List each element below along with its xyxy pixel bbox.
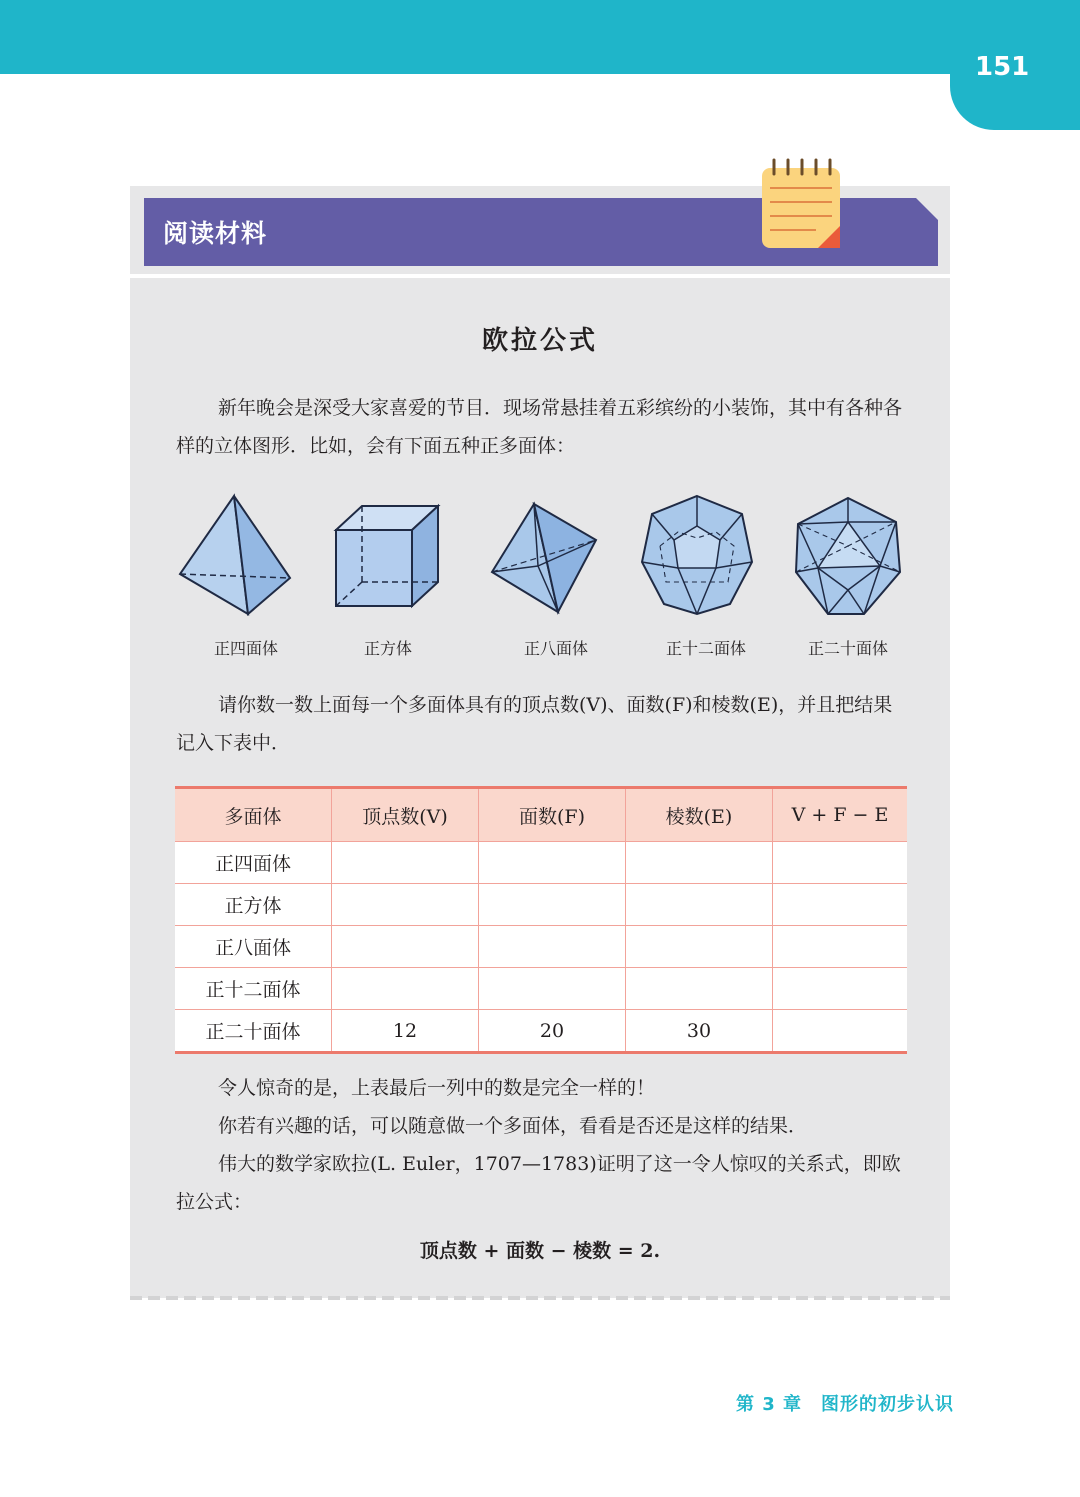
table-cell: 正十二面体 xyxy=(175,968,332,1010)
section-label: 阅读材料 xyxy=(163,219,268,248)
table-cell xyxy=(332,968,479,1010)
notepad-icon xyxy=(756,156,846,252)
tetrahedron-icon xyxy=(176,492,294,618)
experiment-paragraph: 你若有兴趣的话，可以随意做一个多面体，看看是否还是这样的结果． xyxy=(218,1115,808,1137)
table-cell xyxy=(773,884,908,926)
table-cell: 正二十面体 xyxy=(175,1010,332,1053)
euler-formula: 顶点数 + 面数 − 棱数 = 2. xyxy=(419,1240,661,1262)
shape-label: 正八面体 xyxy=(523,639,588,658)
shape-label: 正十二面体 xyxy=(665,639,746,658)
instruction-paragraph: 请你数一数上面每一个多面体具有的顶点数(V)、面数(F)和棱数(E)，并且把结果记入下表中． xyxy=(176,694,893,754)
page-title: 欧拉公式 xyxy=(481,326,598,356)
table-cell xyxy=(332,926,479,968)
table-row xyxy=(175,842,907,884)
table-cell xyxy=(479,842,626,884)
table-cell: 30 xyxy=(626,1010,773,1053)
table-row xyxy=(175,926,907,968)
table-cell xyxy=(479,884,626,926)
cube-icon xyxy=(332,502,442,610)
table-cell xyxy=(773,926,908,968)
table-cell xyxy=(626,926,773,968)
surprise-paragraph: 令人惊奇的是，上表最后一列中的数是完全一样的！ xyxy=(218,1077,656,1099)
table-cell xyxy=(773,968,908,1010)
table-cell: 正八面体 xyxy=(175,926,332,968)
chapter-footer: 第 3 章 图形的初步认识 xyxy=(735,1394,954,1415)
page-number: 151 xyxy=(975,52,1030,82)
table-row xyxy=(175,968,907,1010)
top-band xyxy=(0,0,1080,74)
table-row xyxy=(175,884,907,926)
panel-dashed-edge xyxy=(130,1294,950,1302)
polyhedra-table xyxy=(175,786,907,1054)
intro-paragraph: 新年晚会是深受大家喜爱的节目．现场常悬挂着五彩缤纷的小装饰，其中有各种各样的立体图形．比如，会有下面五种正多面体： xyxy=(176,397,903,457)
dodecahedron-icon xyxy=(638,492,756,618)
table-header-cell: 棱数(E) xyxy=(626,788,773,842)
euler-paragraph: 伟大的数学家欧拉(L. Euler，1707—1783)证明了这一令人惊叹的关系式，即欧拉公式： xyxy=(176,1153,901,1213)
table-header-row xyxy=(175,788,907,842)
table-row xyxy=(175,1010,907,1053)
table-cell xyxy=(626,842,773,884)
table-cell: 12 xyxy=(332,1010,479,1053)
shape-label: 正四面体 xyxy=(213,639,278,658)
octahedron-icon xyxy=(488,500,600,616)
shape-label: 正二十面体 xyxy=(807,639,888,658)
table-cell xyxy=(626,884,773,926)
table-header-cell: 顶点数(V) xyxy=(332,788,479,842)
icosahedron-icon xyxy=(792,494,904,618)
table-header-cell: 面数(F) xyxy=(479,788,626,842)
table-cell: 20 xyxy=(479,1010,626,1053)
table-cell xyxy=(479,968,626,1010)
panel-header-divider xyxy=(130,274,950,278)
table-cell xyxy=(626,968,773,1010)
table-cell xyxy=(332,842,479,884)
table-header-cell: V + F − E xyxy=(773,788,908,842)
table-cell: 正方体 xyxy=(175,884,332,926)
table-header-cell: 多面体 xyxy=(175,788,332,842)
table-cell: 正四面体 xyxy=(175,842,332,884)
table-cell xyxy=(773,842,908,884)
shape-label: 正方体 xyxy=(363,639,412,658)
table-cell xyxy=(332,884,479,926)
table-cell xyxy=(773,1010,908,1053)
table-cell xyxy=(479,926,626,968)
